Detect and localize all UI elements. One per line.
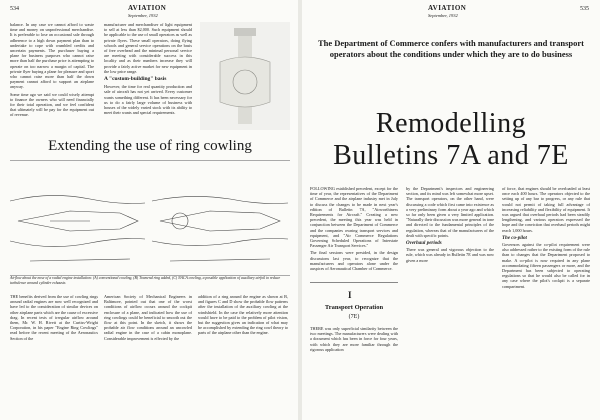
- section-subtitle: (7E): [348, 314, 360, 320]
- text-column-2: [104, 22, 192, 134]
- section-rule: [310, 282, 398, 283]
- paragraph: addition of a ring around the engine as shown at B, and figures C and D show the probable flow patterns after the installation of the auxiliary cowling at the windshield. In the case the relatively more attention would have to be paid to the problem of pilot vision, but the suggestion gives an indication of what may be accomplished by extending the ring cowl theory to parts of the airplane other than the engine.: [198, 294, 288, 336]
- cowling-photo: [200, 22, 290, 130]
- section-number: I: [348, 290, 352, 300]
- page-number: 535: [580, 6, 589, 12]
- airflow-diagram: [10, 160, 290, 276]
- running-head: AVIATION: [128, 4, 167, 12]
- section-title: Transport Operation: [324, 304, 384, 311]
- airflow-diagram-svg: [10, 161, 290, 275]
- running-date: September, 1932: [428, 13, 458, 18]
- figure-caption: Airflow about the nose of a radial engine installation: (A) conventional cowling, (B) Townend ring added, (C) NACA cowling, a possible application of auxiliary airfoil to reduce turbulence around cylinder exhausts: [10, 276, 281, 285]
- running-head: AVIATION: [428, 4, 467, 12]
- paragraph: of force, that engines should be overloaded at least once each 400 hours. The operators objected to the setting up of any bar to progress, or any rule that would not permit of taking full advantage of increasing reliability and flexibility of equipment. It was argued that overhaul periods had been steadily lengthening, and various operators expressed the hope and the conviction that overhaul periods might reach 1,000 hours.: [502, 186, 590, 233]
- article-title: Extending the use of ring cowling: [48, 138, 252, 154]
- subheading: A "custom-building" basis: [104, 76, 167, 83]
- intro-column-2: [406, 186, 494, 412]
- right-page: [302, 0, 600, 420]
- running-date: September, 1932: [128, 13, 158, 18]
- article-title-line-1: Remodelling: [375, 108, 527, 139]
- bottom-column-1: [10, 294, 98, 414]
- page-number: 534: [10, 6, 19, 12]
- paragraph: balance. In any case we cannot afford to waste time and money on unprofessional merchandise. It is preferable to lose an occasional sale through adherence to a high down payment plan than to undertake to cope with crumbled credits and uncertain payments. The purchaser buying a plane for business purposes who cannot raise more than half the purchase price is attempting to operate on too narrow a margin of capital. The private flyer buying a plane for pleasure and sport who cannot raise more than half the down payment cannot afford to support an airplane anyway.: [10, 22, 94, 90]
- paragraph: manufacturer and merchandiser of light equipment to sell at less than $2,000. Such equipment should be applicable to the use of small operators as well as private flyers. These small operators, doing flying schools and general service operations on the basis of free overhead and the minimal personal service are meeting with considerable success in this locality and as their numbers increase they will provide a fairly active market for new equipment in the low price range.: [104, 22, 192, 74]
- paragraph: THERE was only superficial similarity between the two meetings. The manufacturers were dealing with a document which has been in force for four years, with which they are more familiar through the rigorous application: [310, 326, 398, 352]
- paragraph: FOLLOWING established precedent, except for the time of year, the representatives of the Department of Commerce and the airplane industry met in July to discuss the changes to be made in next year's edition of Bulletin 7A, "Airworthiness Requirements for Aircraft." Creating a new precedent, the meeting this year was held in conjunction between the Department of Commerce and the companies owning transport services and equipment, and "Air Commerce Regulations Governing Scheduled Operations of Interstate Passenger Air Transport Services.": [310, 186, 398, 249]
- section-subheading: Overhaul periods: [406, 241, 442, 247]
- intro-column-1: [310, 186, 398, 278]
- paragraph: Some time ago we said we could wisely attempt to finance the owners who will need financially for their total operation, and we feel confident that ultimately will be pay for the equipment out of revenue.: [10, 91, 94, 118]
- section-column-1: [310, 326, 398, 414]
- paragraph: American Society of Mechanical Engineers in Baltimore, pointed out that one of the worst conditions of airflow occurs around the cockpit enclosure of a plane, and indicated how the use of ring cowlings could be beneficial to smooth out the flow at this point. In the sketch, it shows the probable air flow conditions around an uncowled radial engine in the case of a cabin monoplane. Considerable improvement is effected by the: [104, 294, 192, 341]
- paragraph: However, the time for real quantity production and sale of aircraft has not yet arrived. Every customer wants something different. It has been necessary for us to do a fairly large volume of business with houses of the widely varied stock with its ability to meet their wants and special requirements.: [104, 84, 192, 116]
- paragraph: by the Department's inspectors and engineering section, and its mind was left somewhat more upset. The transport operators, on the other hand, were discussing a code which first came into existence as a very preliminary form about a year ago and which so far only been given a very limited application. "Naturally their discussion was more general in tone and directed to the fundamental principles of the regulation, whereas that of the manufacturers of the dealt with specific points.: [406, 186, 494, 238]
- intro-column-3: [502, 186, 590, 412]
- text-column-1: [10, 22, 94, 134]
- article-deck: The Department of Commerce confers with manufacturers and transport operators about the conditions under which they are to do business: [318, 38, 584, 59]
- section-subheading: The co-pilot: [502, 235, 527, 241]
- paragraph: There was general and vigorous objection to the rule, which was already in Bulletin 7E and was now given a more: [406, 247, 494, 263]
- bottom-column-3: [198, 294, 288, 414]
- left-page: [0, 0, 298, 420]
- paragraph: The final sessions were presided, in the design discussions last year, to recognize that the manufacturers and operators alone under the auspices of Aeronautical Chamber of Commerce.: [310, 250, 398, 272]
- article-title-line-2: Bulletins 7A and 7E: [333, 140, 569, 171]
- paragraph: THE benefits derived from the use of cowling rings around radial engines are now well recognized and have led to the consideration of similar devices on other airplane parts which are the cause of excessive drag. In recent tests of irregular airflow around them, Mr. W. H. Rivett at the Curtiss-Wright Corporation, in his paper "Engine Ring Cowlings" read before the recent meeting of the Aeronautics Section of the: [10, 294, 98, 341]
- bottom-column-2: [104, 294, 192, 414]
- paragraph: Governors against the co-pilot requirement were also addressed rather to the existing form of the rule than to changes that the Department proposed to make. A co-pilot is now required in any plane accommodating fifteen passengers or more, and the Department has been subjected to operating regulations so that he would also be called for in any case where the pilot's cockpit is a separate compartment.: [502, 242, 590, 289]
